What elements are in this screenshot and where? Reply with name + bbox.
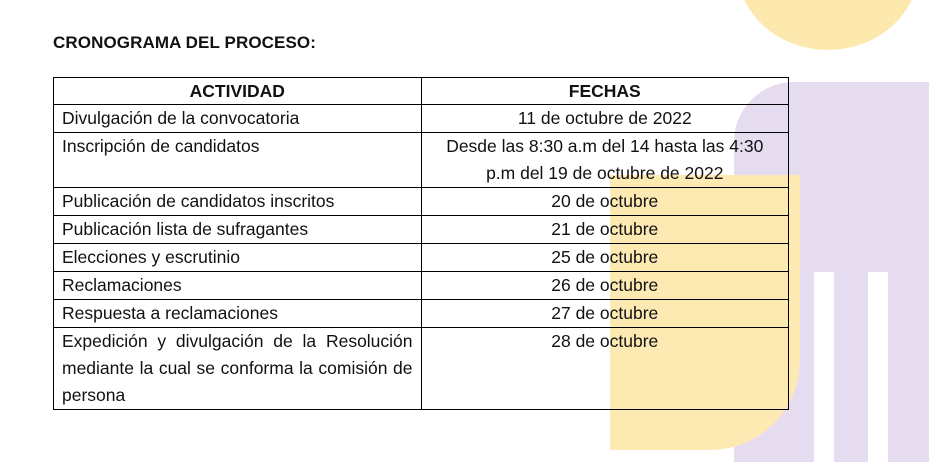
activity-cell: Publicación lista de sufragantes [54,216,422,244]
column-header-dates: FECHAS [421,78,788,105]
table-row [54,133,789,188]
date-cell: 20 de octubre [421,188,788,216]
date-cell: 11 de octubre de 2022 [421,105,788,133]
activity-cell: Expedición y divulgación de la Resolución mediante la cual se conforma la comisión de persona [54,328,422,410]
table-row [54,272,789,300]
table-header-row [54,78,789,105]
watermark-circle [738,0,918,50]
date-cell: 25 de octubre [421,244,788,272]
table-row [54,188,789,216]
column-header-activity: ACTIVIDAD [54,78,422,105]
date-cell: 26 de octubre [421,272,788,300]
activity-cell: Divulgación de la convocatoria [54,105,422,133]
table-row [54,328,789,410]
activity-cell: Reclamaciones [54,272,422,300]
activity-cell: Publicación de candidatos inscritos [54,188,422,216]
table-row [54,300,789,328]
date-cell: 28 de octubre [421,328,788,410]
section-title: CRONOGRAMA DEL PROCESO: [53,33,316,52]
activity-cell: Inscripción de candidatos [54,133,422,188]
table-row [54,244,789,272]
activity-cell: Respuesta a reclamaciones [54,300,422,328]
date-cell: 21 de octubre [421,216,788,244]
watermark-stripe [868,272,888,462]
table-row [54,216,789,244]
date-cell: Desde las 8:30 a.m del 14 hasta las 4:30 p.m del 19 de octubre de 2022 [421,133,788,188]
schedule-table [53,77,789,410]
date-cell: 27 de octubre [421,300,788,328]
table-row [54,105,789,133]
watermark-stripe [814,272,834,462]
activity-cell: Elecciones y escrutinio [54,244,422,272]
